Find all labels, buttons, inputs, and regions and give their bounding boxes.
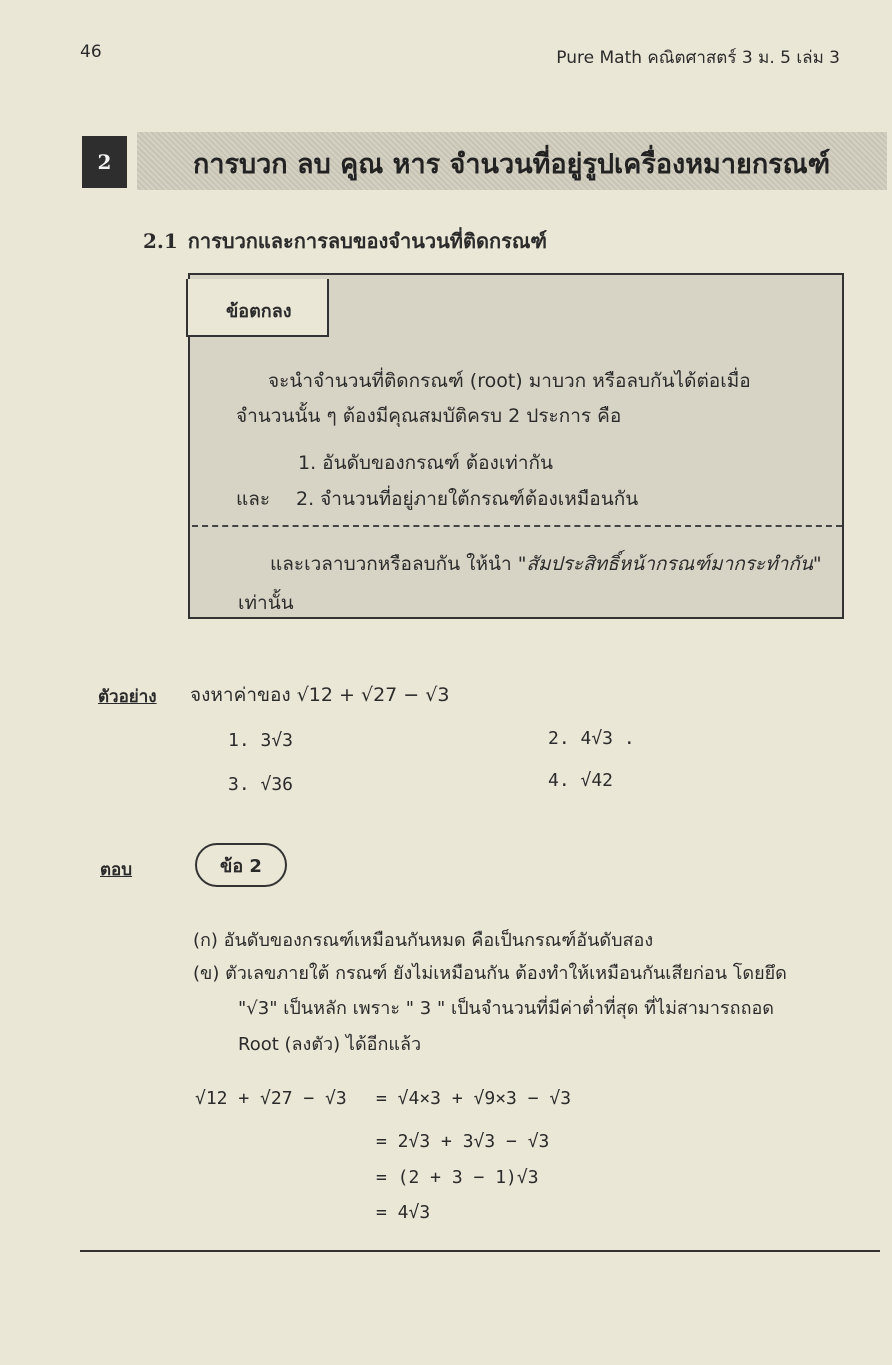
note-emphasis: "สัมประสิทธิ์หน้ากรณฑ์มากระทำกัน" bbox=[517, 553, 822, 575]
reason-b-line-1: (ข) ตัวเลขภายใต้ กรณฑ์ ยังไม่เหมือนกัน ต้องทำให้เหมือนกันเสียก่อน โดยยึด bbox=[193, 963, 787, 984]
option-1: 1. 3√3 bbox=[228, 730, 294, 751]
agreement-divider bbox=[192, 525, 842, 527]
page-number: 46 bbox=[80, 42, 102, 62]
calculation-step-3: = (2 + 3 − 1)√3 bbox=[376, 1167, 539, 1188]
section-number: 2 bbox=[82, 136, 127, 188]
subsection-heading bbox=[143, 225, 547, 257]
calculation-step-2: = 2√3 + 3√3 − √3 bbox=[376, 1131, 550, 1152]
answer-label: ตอบ bbox=[100, 860, 133, 880]
answer-choice-badge: ข้อ 2 bbox=[195, 843, 287, 887]
agreement-line-2: จำนวนนั้น ๆ ต้องมีคุณสมบัติครบ 2 ประการ คือ bbox=[236, 405, 622, 427]
option-3: 3. √36 bbox=[228, 774, 294, 795]
running-head: Pure Math คณิตศาสตร์ 3 ม. 5 เล่ม 3 bbox=[556, 48, 840, 68]
condition-2: 2. จำนวนที่อยู่ภายใต้กรณฑ์ต้องเหมือนกัน bbox=[296, 488, 639, 510]
note-text: และเวลาบวกหรือลบกัน ให้นำ bbox=[270, 553, 518, 575]
calculation-step-1: = √4×3 + √9×3 − √3 bbox=[376, 1088, 572, 1109]
subsection-title: การบวกและการลบของจำนวนที่ติดกรณฑ์ bbox=[187, 229, 547, 253]
agreement-line-1: จะนำจำนวนที่ติดกรณฑ์ (root) มาบวก หรือลบกันได้ต่อเมื่อ bbox=[268, 370, 751, 392]
subsection-number: 2.1 bbox=[143, 229, 178, 253]
example-question: จงหาค่าของ √12 + √27 − √3 bbox=[190, 684, 450, 706]
reason-a: (ก) อันดับของกรณฑ์เหมือนกันหมด คือเป็นกรณฑ์อันดับสอง bbox=[193, 930, 654, 951]
calculation-step-4: = 4√3 bbox=[376, 1202, 431, 1223]
reason-b-line-2: "√3" เป็นหลัก เพราะ " 3 " เป็นจำนวนที่มีค่าต่ำที่สุด ที่ไม่สามารถถอด bbox=[238, 998, 774, 1019]
agreement-tab-label: ข้อตกลง bbox=[226, 301, 292, 322]
agreement-note bbox=[270, 549, 822, 579]
section-title: การบวก ลบ คูณ หาร จำนวนที่อยู่รูปเครื่องหมายกรณฑ์ bbox=[193, 149, 831, 180]
example-label: ตัวอย่าง bbox=[98, 687, 157, 707]
bottom-rule bbox=[80, 1250, 880, 1252]
agreement-note-line-2: เท่านั้น bbox=[238, 592, 294, 614]
reason-b-line-3: Root (ลงตัว) ได้อีกแล้ว bbox=[238, 1034, 422, 1055]
condition-1: 1. อันดับของกรณฑ์ ต้องเท่ากัน bbox=[298, 452, 553, 474]
condition-2-prefix: และ bbox=[236, 488, 271, 510]
calculation-lhs: √12 + √27 − √3 bbox=[195, 1088, 347, 1109]
option-2: 2. 4√3 . bbox=[548, 728, 635, 749]
option-4: 4. √42 bbox=[548, 770, 614, 791]
